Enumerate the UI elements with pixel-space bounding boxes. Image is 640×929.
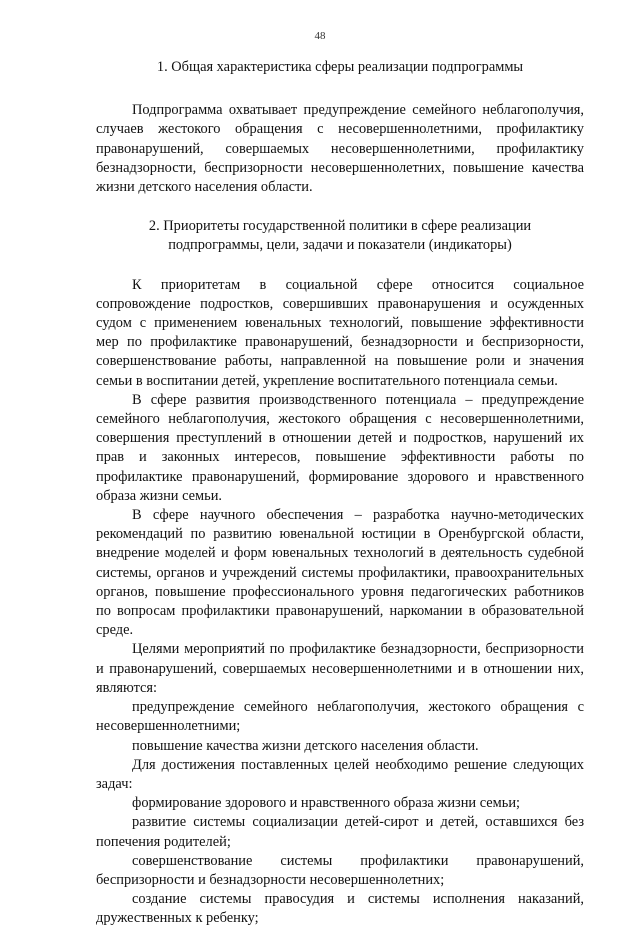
tasks-intro-paragraph: Для достижения поставленных целей необходимо решение следующих задач:: [96, 756, 584, 792]
goal-item: повышение качества жизни детского населения области.: [132, 737, 479, 754]
section-1-paragraph: Подпрограмма охватывает предупреждение семейного неблагополучия, случаев жестокого обращения с несовершеннолетними, профилактику правонарушений, совершаемых несовершеннолетними, профилактику безнадзорности, беспризорности несовершеннолетних, повышение качества жизни детского населения области.: [96, 102, 584, 196]
document-body: [96, 58, 584, 929]
goal-item: предупреждение семейного неблагополучия, жестокого обращения с несовершеннолетними;: [96, 699, 584, 735]
section-2-heading: [96, 217, 584, 255]
section-1-heading: 1. Общая характеристика сферы реализации подпрограммы: [156, 59, 524, 75]
section-2-heading-line-1: 2. Приоритеты государственной политики в сфере реализации: [148, 218, 532, 235]
section-2-heading-line-2: подпрограммы, цели, задачи и показатели (индикаторы): [168, 237, 512, 254]
goals-paragraph: Целями мероприятий по профилактике безнадзорности, беспризорности и правонарушений, совершаемых несовершеннолетними и в отношении них, являются:: [96, 641, 584, 696]
task-item: совершенствование системы профилактики правонарушений, беспризорности и безнадзорности несовершеннолетних;: [96, 852, 584, 888]
priorities-paragraph: К приоритетам в социальной сфере относится социальное сопровождение подростков, совершивших правонарушения и осужденных судом с применением ювенальных технологий, повышение эффективности мер по профилактике правонарушений, безнадзорности и беспризорности, совершенствование работы, направленной на повышение роли и значения семьи в воспитании детей, укрепление воспитательного потенциала семьи.: [96, 276, 584, 389]
task-item: создание системы правосудия и системы исполнения наказаний, дружественных к ребенку;: [96, 891, 584, 927]
production-paragraph: В сфере развития производственного потенциала – предупреждение семейного неблагополучия, жестокого обращения с несовершеннолетними, совершения преступлений в отношении детей и подростков, нарушений их прав и законных интересов, повышение эффективности работы по профилактике правонарушений, формирование здорового и нравственного образа жизни семьи.: [96, 391, 584, 504]
science-paragraph: В сфере научного обеспечения – разработка научно-методических рекомендаций по развитию ювенальной юстиции в Оренбургской области, внедрение моделей и форм ювенальных технологий в деятельность судебной системы, органов и учреждений системы профилактики, правоохранительных органов, повышение профессионального уровня педагогических работников по вопросам профилактики правонарушений, наркомании в образовательной среде.: [96, 507, 584, 639]
task-item: формирование здорового и нравственного образа жизни семьи;: [132, 795, 521, 812]
task-item: развитие системы социализации детей-сирот и детей, оставшихся без попечения родителей;: [96, 814, 584, 850]
page-number: 48: [314, 30, 326, 42]
